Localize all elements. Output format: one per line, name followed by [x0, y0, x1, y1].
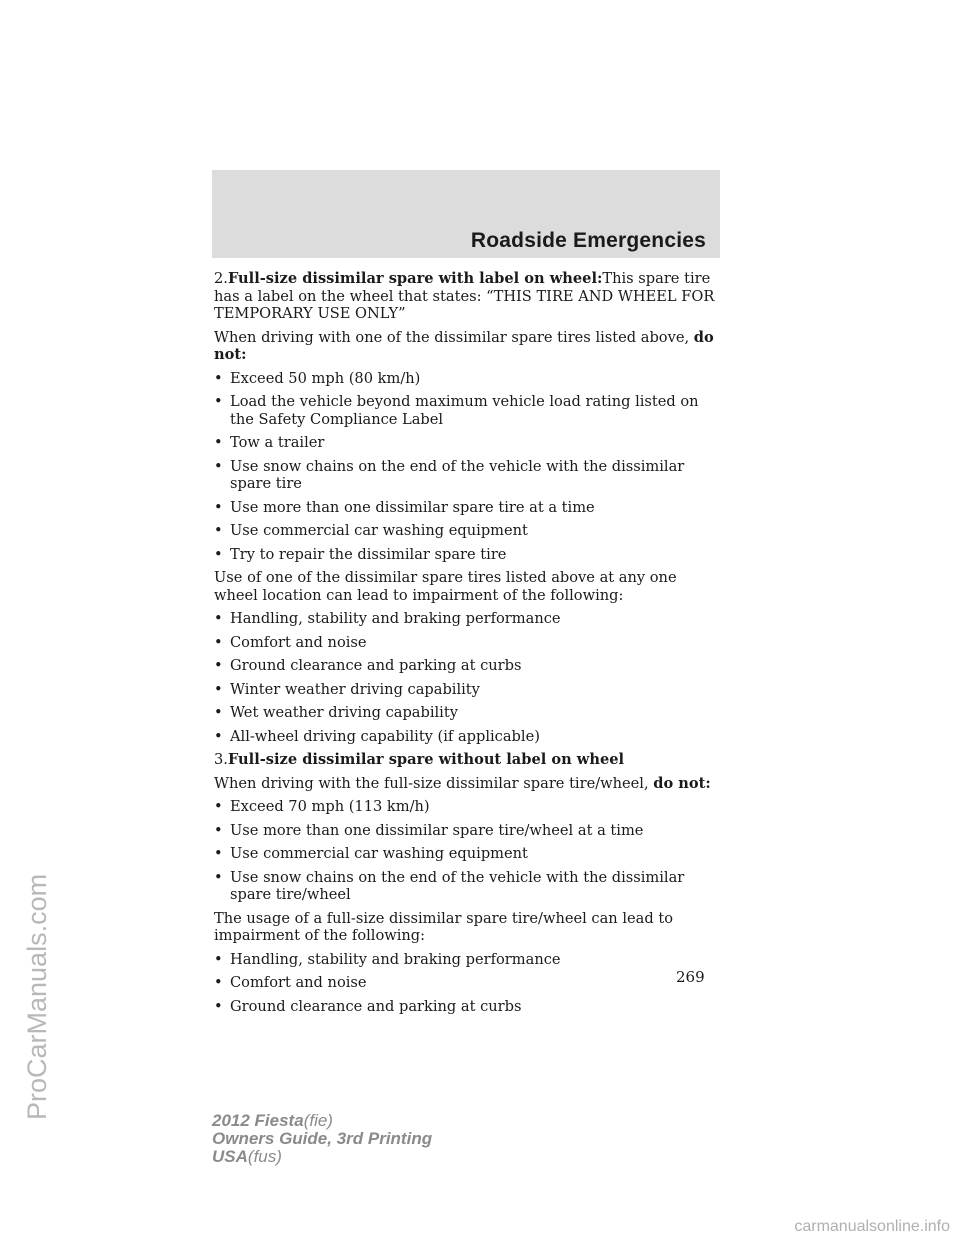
bullet-icon: • [214, 950, 223, 968]
bullet-icon: • [214, 821, 223, 839]
bullet-icon: • [214, 633, 223, 651]
bullet-icon: • [214, 704, 223, 721]
paragraph-text: When driving with one of the dissimilar spare tires listed above, [214, 328, 694, 346]
bullet-icon: • [214, 610, 223, 627]
list-item-text: Tow a trailer [230, 434, 325, 451]
list-item-text: Use snow chains on the end of the vehicle with the dissimilar spare tire/wheel [230, 868, 685, 903]
list-item [214, 370, 724, 388]
list-item [214, 499, 724, 517]
list-item [214, 998, 724, 1016]
paragraph-text: The usage of a full-size dissimilar spare tire/wheel can lead to impairment of the following: [214, 909, 673, 944]
list-item [214, 798, 724, 816]
paragraph [214, 569, 724, 604]
bullet-icon: • [214, 457, 223, 475]
list-item [214, 634, 724, 652]
paragraph-text: When driving with the full-size dissimilar spare tire/wheel, [214, 774, 654, 792]
list-item [214, 869, 724, 904]
list-item-text: Ground clearance and parking at curbs [230, 657, 522, 674]
footer-line-1 [212, 1112, 432, 1130]
list-item-text: Use snow chains on the end of the vehicle with the dissimilar spare tire [230, 457, 685, 492]
bullet-icon: • [214, 657, 223, 674]
bold-lead: Full-size dissimilar spare without label on wheel [227, 751, 625, 768]
bold-emphasis: do not: [653, 774, 711, 792]
bullet-icon: • [214, 545, 223, 563]
list-item [214, 393, 724, 428]
bullet-icon: • [214, 498, 223, 516]
list-item [214, 522, 724, 540]
footer-model: 2012 Fiesta [212, 1111, 304, 1130]
bullet-icon: • [214, 997, 223, 1015]
bottom-watermark: carmanualsonline.info [794, 1218, 950, 1235]
list-item [214, 610, 724, 628]
list-item-text: Use more than one dissimilar spare tire at a time [230, 498, 595, 516]
list-item-text: Winter weather driving capability [230, 680, 480, 698]
list-item-text: Exceed 50 mph (80 km/h) [230, 369, 421, 387]
list-item [214, 845, 724, 863]
list-item [214, 704, 724, 722]
list-item-text: Comfort and noise [230, 974, 367, 991]
bullet-icon: • [214, 845, 223, 862]
list-item-text: Use commercial car washing equipment [230, 522, 528, 539]
paragraph-text: Use of one of the dissimilar spare tires listed above at any one wheel location can lead to impairment of the following: [214, 569, 677, 604]
numbered-heading [214, 751, 724, 769]
side-watermark: ProCarManuals.com [22, 873, 52, 1120]
list-item-text: Use more than one dissimilar spare tire/wheel at a time [230, 821, 644, 839]
item-number: 2. [214, 270, 228, 287]
bold-lead: Full-size dissimilar spare with label on wheel: [227, 270, 603, 287]
list-item-text: Ground clearance and parking at curbs [230, 997, 522, 1015]
list-item-text: Load the vehicle beyond maximum vehicle load rating listed on the Safety Compliance Label [230, 393, 699, 428]
bullet-icon: • [214, 727, 223, 745]
footer-market: USA [212, 1147, 248, 1166]
list-item-text: Handling, stability and braking performance [230, 610, 561, 627]
list-item-text: Exceed 70 mph (113 km/h) [230, 798, 430, 815]
manual-body [214, 270, 724, 1021]
bullet-icon: • [214, 393, 223, 410]
section-title: Roadside Emergencies [470, 229, 706, 252]
list-item [214, 681, 724, 699]
list-item [214, 434, 724, 452]
bullet-icon: • [214, 680, 223, 698]
list-item [214, 822, 724, 840]
item-number: 3. [214, 751, 228, 768]
footer-model-code: (fie) [303, 1111, 333, 1130]
list-item [214, 951, 724, 969]
list-item-text: Try to repair the dissimilar spare tire [230, 545, 507, 563]
paragraph [214, 775, 724, 793]
paragraph [214, 329, 724, 364]
list-item-text: Comfort and noise [230, 633, 367, 651]
list-item [214, 546, 724, 564]
list-item-text: Handling, stability and braking performance [230, 950, 561, 968]
bullet-icon: • [214, 522, 223, 539]
page-number: 269 [676, 968, 705, 986]
list-item [214, 657, 724, 675]
footer-line-3 [212, 1148, 432, 1166]
bullet-icon: • [214, 868, 223, 886]
list-item-text: Use commercial car washing equipment [230, 845, 528, 862]
bullet-icon: • [214, 798, 223, 815]
footer-market-code: (fus) [247, 1147, 282, 1166]
bold-emphasis: do not: [214, 328, 714, 363]
list-item [214, 458, 724, 493]
paragraph-text: This spare tire has a label on the wheel that states: “THIS TIRE AND WHEEL FOR TEMPORARY USE ONLY” [214, 270, 715, 322]
numbered-heading [214, 270, 724, 323]
document-footer [212, 1112, 432, 1166]
bullet-icon: • [214, 369, 223, 387]
list-item [214, 728, 724, 746]
bullet-icon: • [214, 974, 223, 991]
list-item-text: Wet weather driving capability [230, 704, 458, 721]
list-item [214, 974, 724, 992]
list-item-text: All-wheel driving capability (if applicable) [230, 727, 540, 745]
footer-line-2: Owners Guide, 3rd Printing [212, 1129, 433, 1148]
bullet-icon: • [214, 434, 223, 451]
paragraph [214, 910, 724, 945]
